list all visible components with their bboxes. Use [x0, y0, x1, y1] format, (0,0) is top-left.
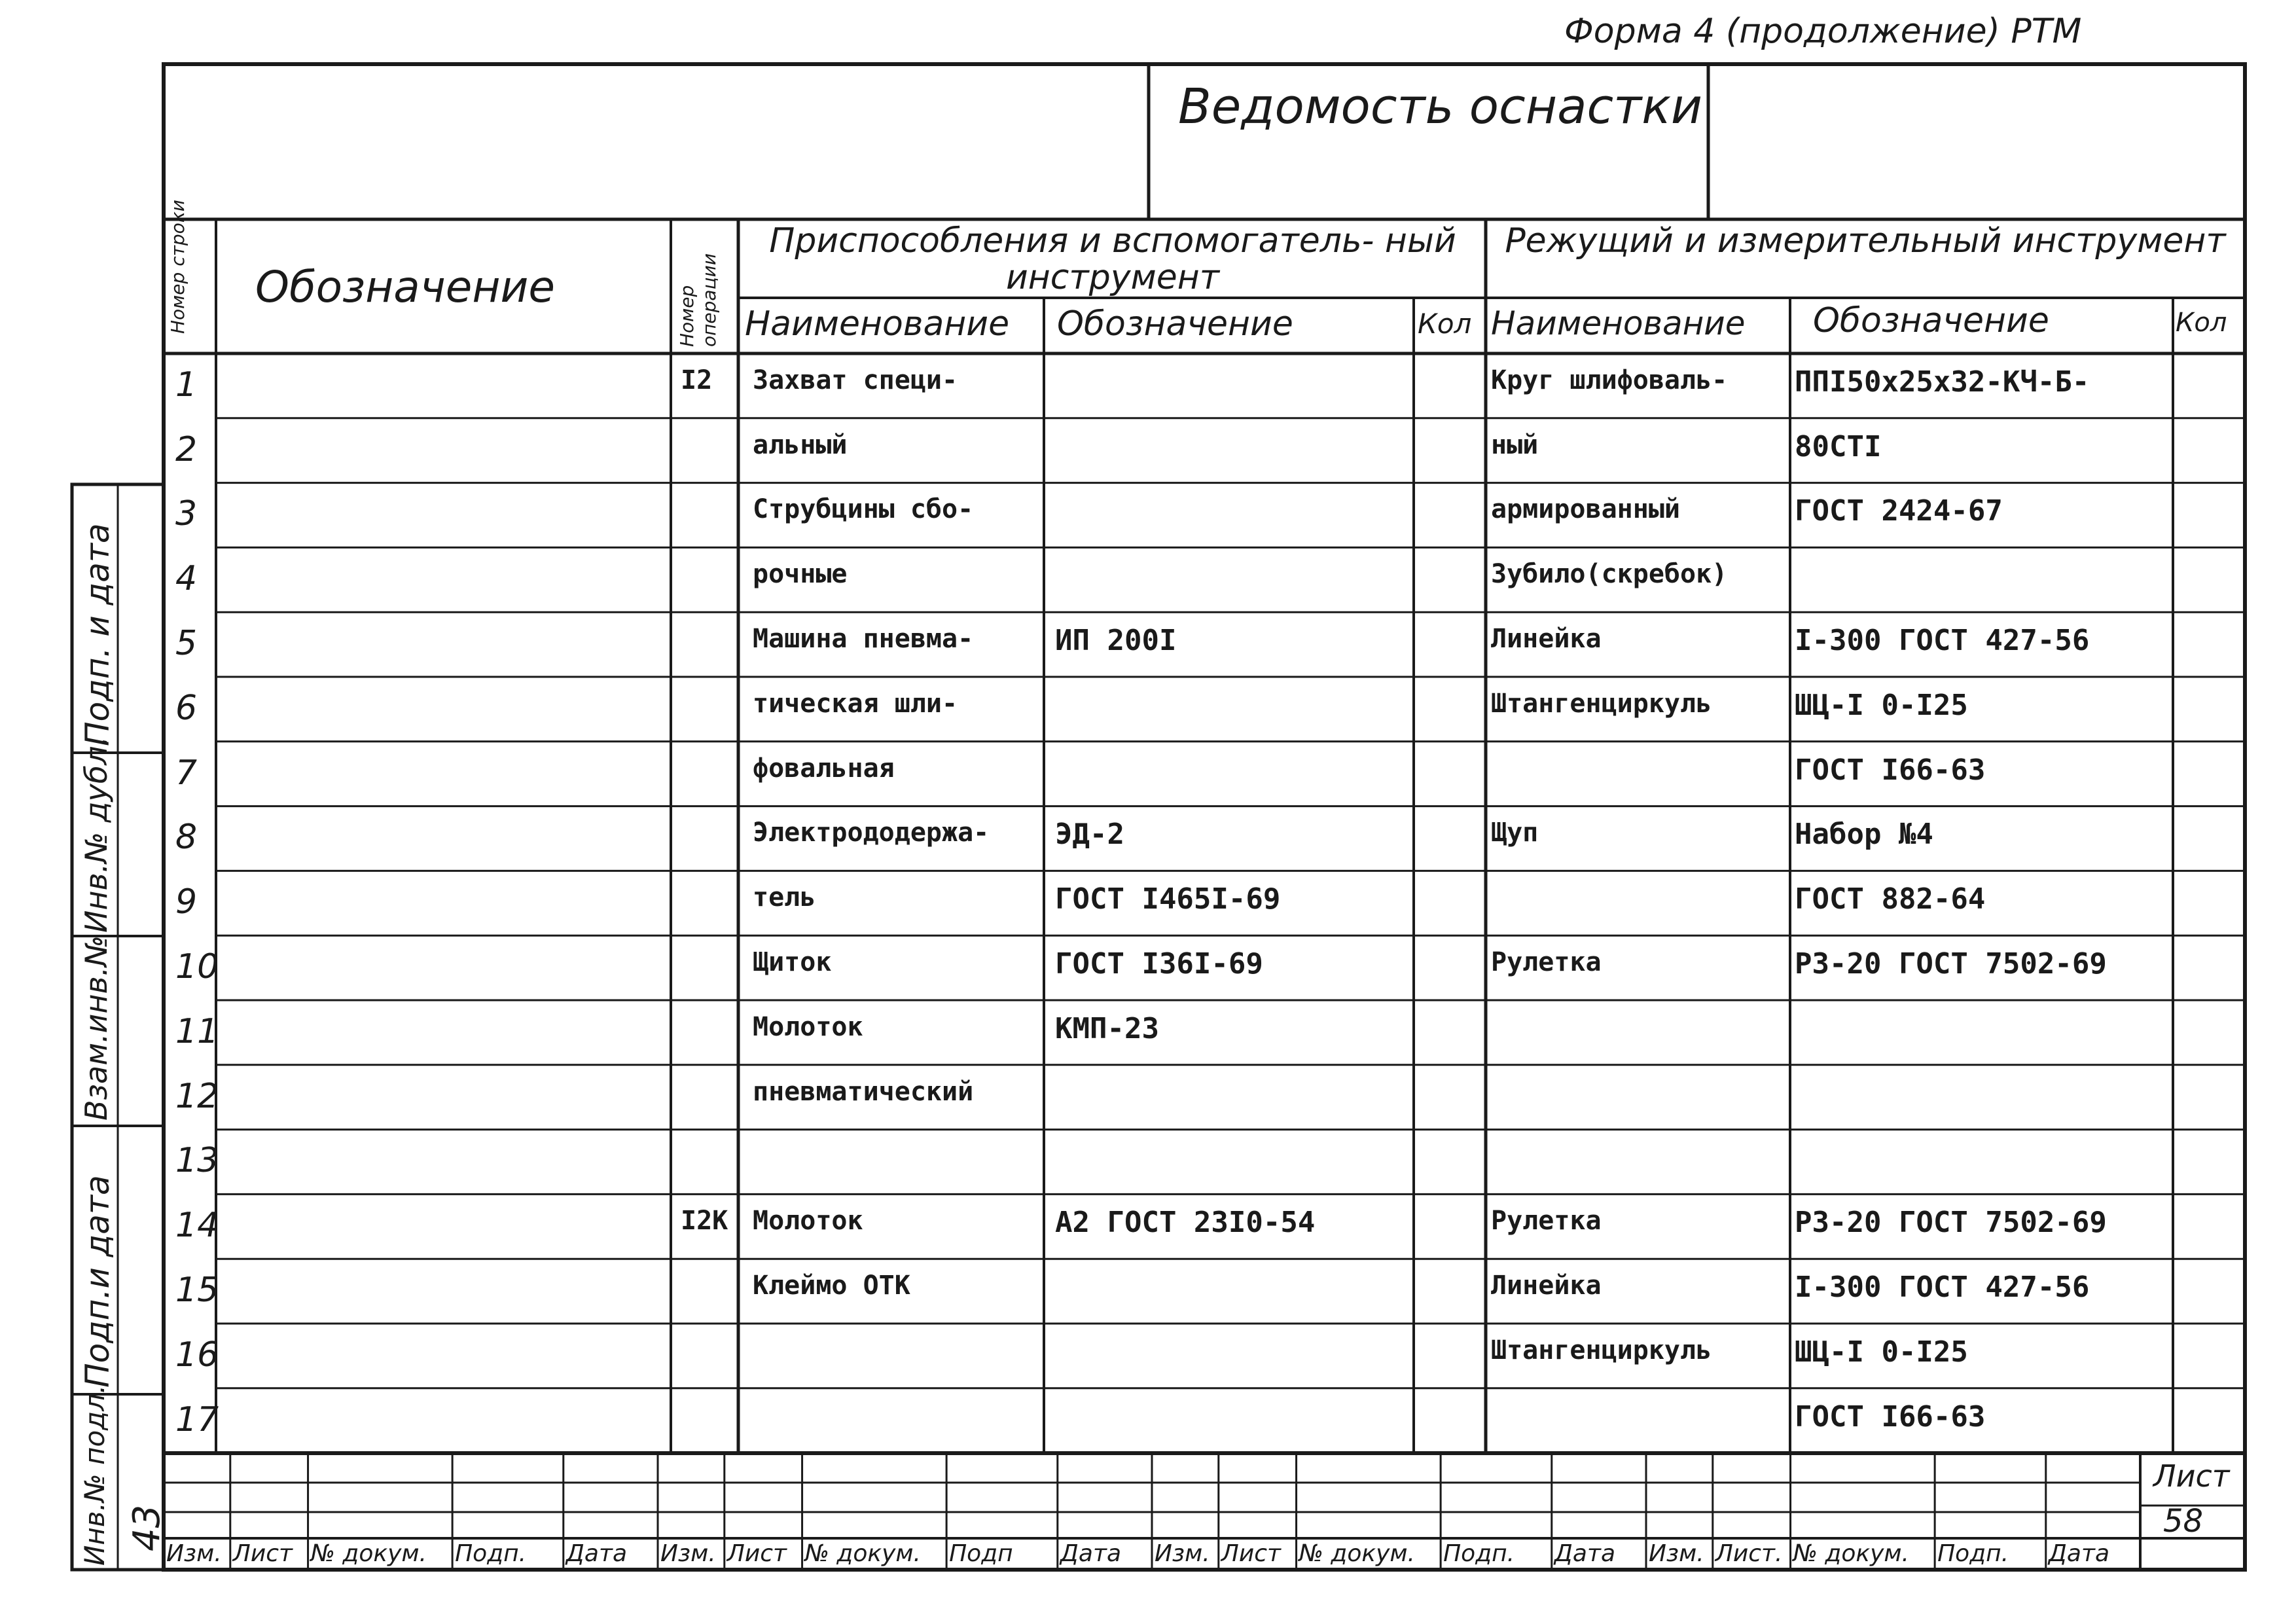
row-number: 6: [175, 688, 198, 728]
tool-designation: РЗ-20 ГОСТ 7502-69: [1795, 947, 2107, 981]
header-right-designation: Обозначение: [1813, 301, 2049, 340]
fixture-designation: ЭД-2: [1055, 818, 1124, 852]
fixture-name: Захват специ-: [753, 365, 958, 395]
row-number: 13: [175, 1141, 219, 1181]
fixture-name: Струбцины сбо-: [753, 494, 974, 525]
row-number: 4: [175, 559, 198, 599]
tool-name: Рулетка: [1491, 1206, 1602, 1236]
header-left-name: Наименование: [745, 304, 1010, 344]
stamp-label: Изм.: [660, 1540, 716, 1567]
fixture-designation: ГОСТ I465I-69: [1055, 882, 1281, 916]
tool-designation: I-300 ГОСТ 427-56: [1795, 1270, 2090, 1304]
tool-designation: ГОСТ I66-63: [1795, 1399, 1986, 1434]
stamp-label: Лист: [232, 1540, 293, 1567]
row-number: 11: [175, 1011, 219, 1051]
header-designation: Обозначение: [255, 262, 555, 312]
tool-designation: ШЦ-I 0-I25: [1795, 1335, 1968, 1369]
document-title: Ведомость оснастки: [1178, 79, 1703, 135]
fixture-name: тель: [753, 882, 816, 913]
stamp-label: Лист.: [1715, 1540, 1783, 1567]
fixture-name: Молоток: [753, 1206, 863, 1236]
side-label-podp-data-2: Подп.и дата: [79, 1175, 117, 1388]
header-left-designation: Обозначение: [1057, 304, 1293, 344]
stamp-label: Подп.: [1443, 1540, 1515, 1567]
stamp-label: № докум.: [310, 1540, 427, 1567]
tool-name: Рулетка: [1491, 947, 1602, 977]
stamp-label: Дата: [2048, 1540, 2109, 1567]
header-op-num: Номер операции: [676, 253, 720, 347]
tool-designation: ГОСТ 2424-67: [1795, 494, 2003, 528]
row-number: 2: [175, 429, 198, 469]
fixture-designation: А2 ГОСТ 23I0-54: [1055, 1206, 1316, 1240]
stamp-label: № докум.: [1299, 1540, 1415, 1567]
row-number: 8: [175, 818, 198, 857]
stamp-label: Изм.: [1155, 1540, 1210, 1567]
fixture-name: Электрододержа-: [753, 818, 990, 848]
stamp-label: Лист: [726, 1540, 787, 1567]
header-row-num: Номер строки: [167, 200, 188, 334]
tool-designation: ГОСТ I66-63: [1795, 753, 1986, 787]
stamp-label: Дата: [1554, 1540, 1615, 1567]
fixture-name: Клеймо ОТК: [753, 1270, 910, 1301]
stamp-label: Дата: [565, 1540, 627, 1567]
stamp-label: Лист: [1221, 1540, 1282, 1567]
tool-name: Штангенциркуль: [1491, 1335, 1712, 1365]
tool-designation: Набор №4: [1795, 818, 1933, 852]
header-group-right: Режущий и измерительный инструмент: [1505, 221, 2226, 261]
row-number: 5: [175, 623, 198, 663]
fixture-designation: КМП-23: [1055, 1011, 1159, 1045]
row-number: 10: [175, 947, 219, 986]
stamp-label: Изм.: [166, 1540, 222, 1567]
sheet-label: Лист: [2153, 1458, 2230, 1494]
row-number: 3: [175, 494, 198, 534]
header-right-qty: Кол: [2176, 308, 2227, 338]
tool-name: армированный: [1491, 494, 1680, 525]
operation-number: I2: [681, 365, 713, 395]
row-number: 17: [175, 1399, 219, 1439]
fixture-name: альный: [753, 429, 848, 460]
tool-designation: I-300 ГОСТ 427-56: [1795, 623, 2090, 657]
tool-name: Зубило(скребок): [1491, 559, 1728, 590]
row-number: 7: [175, 753, 198, 793]
row-number: 15: [175, 1270, 219, 1310]
stamp-label: № докум.: [804, 1540, 921, 1567]
fixture-designation: ГОСТ I36I-69: [1055, 947, 1263, 981]
header-right-name: Наименование: [1491, 304, 1746, 342]
header-group-left: Приспособления и вспомогатель- ный инструмент: [769, 221, 1456, 297]
stamp-label: Изм.: [1649, 1540, 1704, 1567]
side-label-podp-data-1: Подп. и дата: [79, 523, 117, 746]
tool-name: Линейка: [1491, 1270, 1602, 1301]
fixture-name: Молоток: [753, 1011, 863, 1042]
tool-name: Щуп: [1491, 818, 1539, 848]
row-number: 1: [175, 365, 198, 405]
operation-number: I2К: [681, 1206, 728, 1236]
side-label-inv-dubl: Инв.№ дубл.: [79, 736, 114, 933]
row-number: 14: [175, 1206, 219, 1246]
side-label-inv-podl: Инв.№ подл.: [79, 1384, 111, 1566]
row-number: 9: [175, 882, 198, 922]
stamp-label: № докум.: [1793, 1540, 1909, 1567]
tool-designation: 80СТI: [1795, 429, 1882, 463]
sheet-number: 58: [2163, 1503, 2204, 1540]
tool-designation: РЗ-20 ГОСТ 7502-69: [1795, 1206, 2107, 1240]
tool-name: ный: [1491, 429, 1539, 460]
stamp-label: Подп.: [1937, 1540, 2009, 1567]
stamp-label: Подп: [949, 1540, 1013, 1567]
stamp-label: Дата: [1060, 1540, 1121, 1567]
tool-name: Круг шлифоваль-: [1491, 365, 1728, 395]
side-label-vzam-inv: Взам.инв.№: [79, 935, 114, 1121]
fixture-name: Машина пневма-: [753, 623, 974, 654]
fixture-name: пневматический: [753, 1076, 974, 1107]
tool-designation: ГОСТ 882-64: [1795, 882, 1986, 916]
fixture-name: Щиток: [753, 947, 832, 977]
fixture-name: рочные: [753, 559, 848, 590]
side-label-inv-podl-value: 43: [126, 1504, 168, 1551]
header-left-qty: Кол: [1418, 308, 1472, 340]
fixture-name: тическая шли-: [753, 688, 958, 719]
stamp-label: Подп.: [455, 1540, 527, 1567]
tool-name: Штангенциркуль: [1491, 688, 1712, 719]
form-label: Форма 4 (продолжение) РТМ: [1564, 12, 2082, 51]
fixture-designation: ИП 200I: [1055, 623, 1177, 657]
tool-designation: ШЦ-I 0-I25: [1795, 688, 1968, 722]
row-number: 16: [175, 1335, 219, 1375]
tool-name: Линейка: [1491, 623, 1602, 654]
tool-designation: ППI50x25x32-КЧ-Б-: [1795, 365, 2090, 399]
fixture-name: фовальная: [753, 753, 895, 784]
row-number: 12: [175, 1076, 219, 1116]
